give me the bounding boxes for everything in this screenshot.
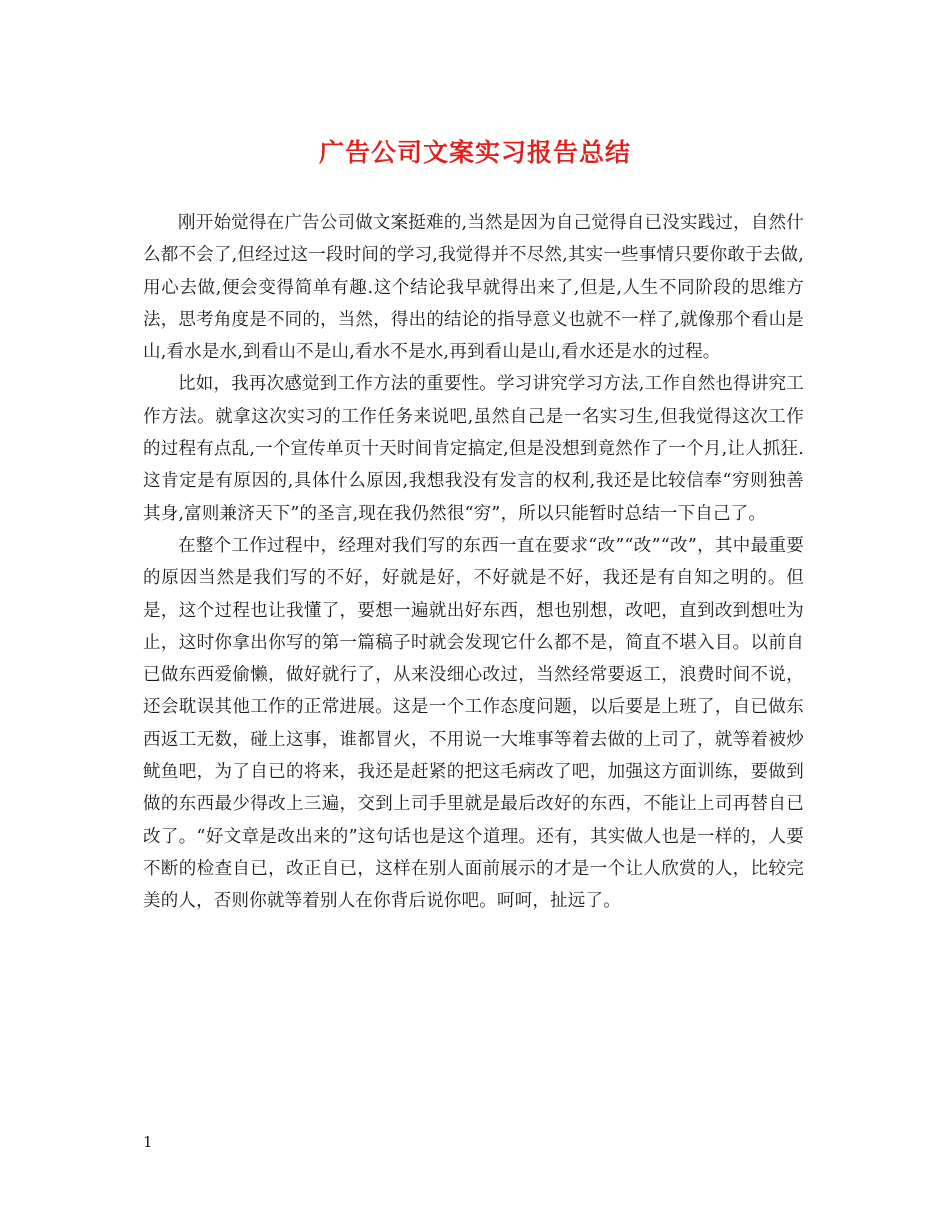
paragraph-2: 比如，我再次感觉到工作方法的重要性。学习讲究学习方法,工作自然也得讲究工作方法。就拿这次实习的工作任务来说吧,虽然自己是一名实习生,但我觉得这次工作的过程有点乱,一个宣传单页十天时间肯定搞定,但是没想到竟然作了一个月,让人抓狂.这肯定是有原因的,具体什么原因,我想我没有发言的权利,我还是比较信奉“穷则独善其身,富则兼济天下”的圣言,现在我仍然很“穷”，所以只能暂时总结一下自己了。 xyxy=(143,374,804,524)
document-title: 广告公司文案实习报告总结 xyxy=(318,138,631,167)
document-body xyxy=(143,207,804,918)
paragraph-3: 在整个工作过程中，经理对我们写的东西一直在要求“改”“改”“改”，其中最重要的原因当然是我们写的不好，好就是好，不好就是不好，我还是有自知之明的。但是，这个过程也让我懂了，要想一遍就出好东西，想也别想，改吧，直到改到想吐为止，这时你拿出你写的第一篇稿子时就会发现它什么都不是，简直不堪入目。以前自已做东西爱偷懒，做好就行了，从来没细心改过，当然经常要返工，浪费时间不说，还会耽误其他工作的正常进展。这是一个工作态度问题，以后要是上班了，自已做东西返工无数，碰上这事，谁都冒火，不用说一大堆事等着去做的上司了，就等着被炒鱿鱼吧，为了自已的将来，我还是赶紧的把这毛病改了吧，加强这方面训练，要做到做的东西最少得改上三遍，交到上司手里就是最后改好的东西，不能让上司再替自已改了。“好文章是改出来的”这句话也是这个道理。还有，其实做人也是一样的，人要不断的检查自已，改正自已，这样在别人面前展示的才是一个让人欣赏的人，比较完美的人，否则你就等着别人在你背后说你吧。呵呵，扯远了。 xyxy=(143,535,804,912)
paragraph-1: 刚开始觉得在广告公司做文案挺难的,当然是因为自己觉得自已没实践过，自然什么都不会了,但经过这一段时间的学习,我觉得并不尽然,其实一些事情只要你敢于去做,用心去做,便会变得简单有趣.这个结论我早就得出来了,但是,人生不同阶段的思维方法，思考角度是不同的，当然，得出的结论的指导意义也就不一样了,就像那个看山是山,看水是水,到看山不是山,看水不是水,再到看山是山,看水还是水的过程。 xyxy=(143,213,804,363)
page-number: 1 xyxy=(143,1133,153,1151)
